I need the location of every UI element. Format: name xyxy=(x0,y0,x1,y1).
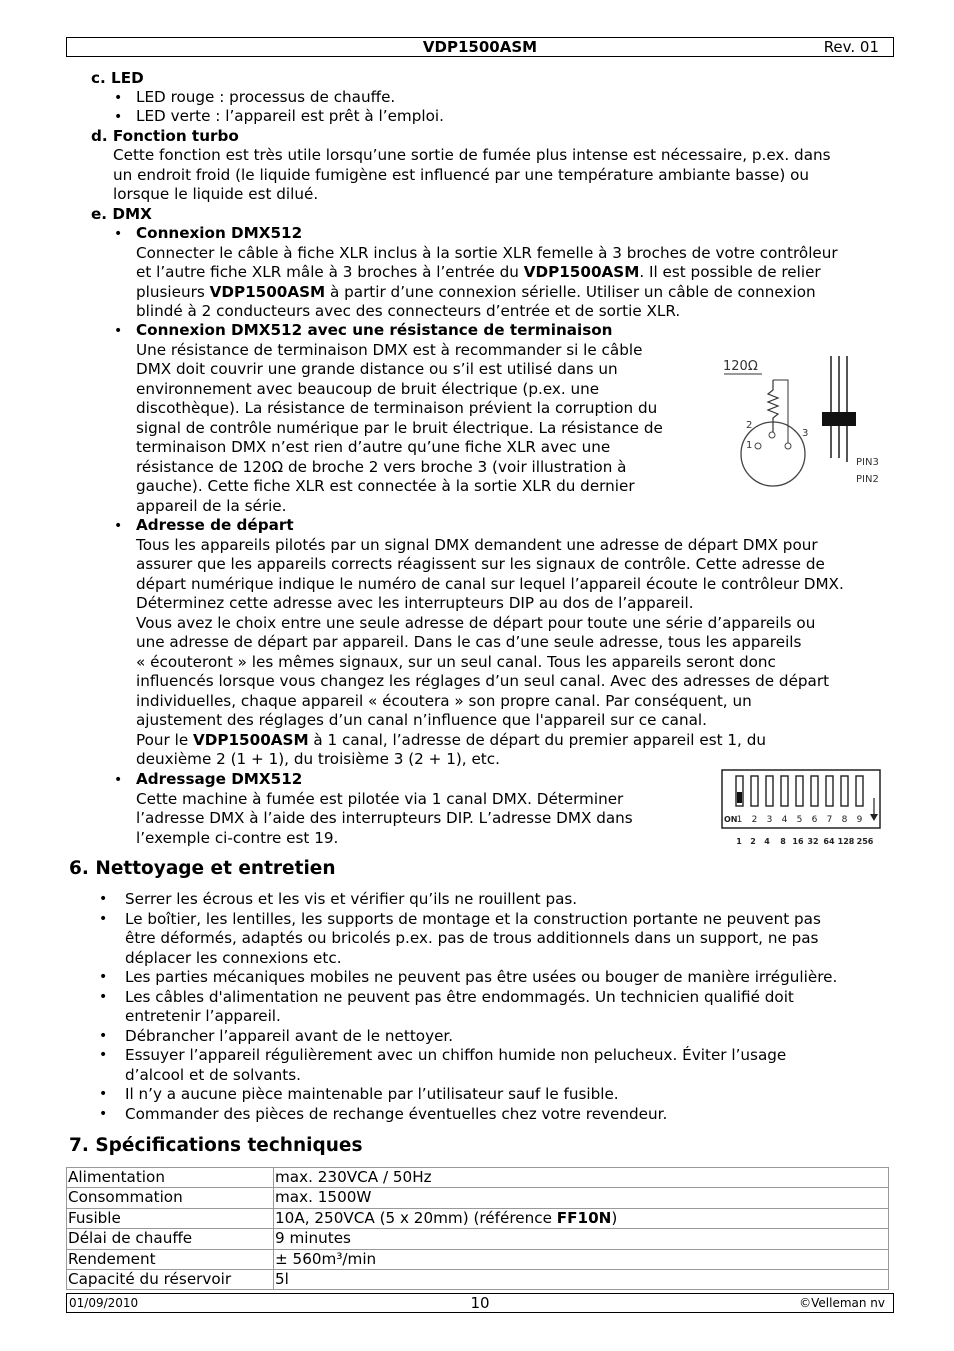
dip-number: 1 xyxy=(736,815,743,825)
svg-text:3: 3 xyxy=(802,428,809,439)
text-line: terminaison DMX n’est rien d’autre qu’une fiche XLR avec une xyxy=(136,438,611,456)
connexion-title: Connexion DMX512 xyxy=(136,224,303,242)
dip-title: Adressage DMX512 xyxy=(136,770,303,788)
text-line: départ numérique indique le numéro de canal sur lequel l’appareil écoute le contrôleur DMX. xyxy=(136,574,844,593)
dip-number: 6 xyxy=(811,815,818,825)
dip-value: 64 xyxy=(823,837,835,846)
led-item: LED verte : l’appareil est prêt à l’emploi. xyxy=(136,107,444,125)
bullet-icon: • xyxy=(114,772,123,788)
text-line: l’exemple ci-contre est 19. xyxy=(136,828,339,847)
footer-copyright: ©Velleman nv xyxy=(799,1296,885,1310)
text-line: plusieurs VDP1500ASM à partir d’une connexion sérielle. Utiliser un câble de connexion xyxy=(136,282,816,301)
dip-number: 2 xyxy=(751,815,758,825)
text-line: Cette machine à fumée est pilotée via 1 canal DMX. Déterminer xyxy=(136,789,624,808)
table-row: Capacité du réservoir 5l xyxy=(67,1269,889,1289)
specs-heading: 7. Spécifications techniques xyxy=(69,1135,363,1156)
page-footer xyxy=(66,1293,894,1313)
text-line: l’adresse DMX à l’aide des interrupteurs DIP. L’adresse DMX dans xyxy=(136,809,633,827)
list-item: • Serrer les écrous et les vis et vérifier qu’ils ne rouillent pas. xyxy=(99,890,578,908)
dip-section xyxy=(136,770,633,848)
fuse-reference: FF10N xyxy=(556,1208,612,1227)
dip-number: 5 xyxy=(796,815,803,825)
dip-knob-5 xyxy=(797,779,802,790)
dip-number: 7 xyxy=(826,815,833,825)
xlr-termination-figure xyxy=(716,350,892,490)
footer-date: 01/09/2010 xyxy=(69,1296,139,1310)
bullet-icon: • xyxy=(99,910,108,927)
cleaning-heading: 6. Nettoyage et entretien xyxy=(69,858,336,879)
cable-shield-icon xyxy=(822,412,856,426)
text-line: « écouteront » les mêmes signaux, sur un seul canal. Tous les appareils seront donc xyxy=(136,652,776,671)
text-line: deuxième 2 (1 + 1), du troisième 3 (2 + 1), etc. xyxy=(136,750,500,768)
text-line: Tous les appareils pilotés par un signal DMX demandent une adresse de départ DMX pour xyxy=(136,535,818,554)
turbo-text xyxy=(113,146,831,205)
model-name: VDP1500ASM xyxy=(209,282,326,301)
dip-knob-7 xyxy=(827,779,832,790)
text-line: environnement avec beaucoup de bruit électrique (p.ex. une xyxy=(136,379,600,398)
svg-text:PIN2: PIN2 xyxy=(856,474,879,485)
dip-number: 8 xyxy=(841,815,848,825)
dip-value: 1 xyxy=(736,837,742,846)
list-item: • Les parties mécaniques mobiles ne peuvent pas être usées ou bouger de manière irrégulière. xyxy=(99,968,838,986)
text-line: une adresse de départ par appareil. Dans le cas d’une seule adresse, tous les appareils xyxy=(136,633,802,651)
dip-value: 4 xyxy=(764,837,770,846)
termination-section xyxy=(136,321,663,516)
dip-knob-9 xyxy=(857,779,862,790)
text-line: individuelles, chaque appareil « écoutera » son propre canal. Par conséquent, un xyxy=(136,691,752,710)
bullet-icon: • xyxy=(99,1086,108,1102)
svg-text:PIN3: PIN3 xyxy=(856,457,879,468)
page-header xyxy=(66,37,894,57)
resistor-label: 120Ω xyxy=(723,359,758,374)
text-line: Une résistance de terminaison DMX est à recommander si le câble xyxy=(136,340,643,359)
text-line: signal de contrôle numérique par le bruit électrique. La résistance de xyxy=(136,418,663,437)
dip-knob-6 xyxy=(812,779,817,790)
termination-title: Connexion DMX512 avec une résistance de terminaison xyxy=(136,321,613,339)
resistor-icon xyxy=(768,380,778,432)
dip-knob-3 xyxy=(767,779,772,790)
list-item: • Débrancher l’appareil avant de le nettoyer. xyxy=(99,1026,454,1045)
text-line: et l’autre fiche XLR mâle à 3 broches à l’entrée du VDP1500ASM. Il est possible de relier xyxy=(136,263,821,281)
text-line: lorsque le liquide est dilué. xyxy=(113,185,319,203)
dip-knob-8 xyxy=(842,779,847,790)
dip-knob-2 xyxy=(752,779,757,790)
text-line: blindé à 2 conducteurs avec des connecteurs d’entrée et de sortie XLR. xyxy=(136,302,681,320)
dmx-heading: e. DMX xyxy=(91,205,152,223)
address-title: Adresse de départ xyxy=(136,516,294,534)
text-line: assurer que les appareils corrects réagissent sur les signaux de contrôle. Cette adresse de xyxy=(136,555,825,573)
address-section xyxy=(136,516,844,770)
list-item: • Le boîtier, les lentilles, les supports de montage et la construction portante ne peuvent pas être déformés, adaptés ou bricolés p.ex. pas de trous additionnels dans un support, ne pas déplacer les connexions etc. xyxy=(99,909,821,967)
list-item: • Commander des pièces de rechange éventuelles chez votre revendeur. xyxy=(99,1104,668,1123)
bullet-icon: • xyxy=(99,1047,108,1063)
dip-value: 128 xyxy=(837,837,855,846)
connexion-section xyxy=(136,224,838,322)
svg-text:ON: ON xyxy=(724,815,738,824)
svg-text:2: 2 xyxy=(746,420,753,431)
turbo-heading: d. Fonction turbo xyxy=(91,127,239,145)
table-row: Délai de chauffe 9 minutes xyxy=(67,1229,889,1249)
text-line: Pour le VDP1500ASM à 1 canal, l’adresse de départ du premier appareil est 1, du xyxy=(136,730,766,749)
text-line: gauche). Cette fiche XLR est connectée à la sortie XLR du dernier xyxy=(136,477,635,495)
bullet-icon: • xyxy=(114,518,123,534)
bullet-icon: • xyxy=(114,109,123,125)
text-line: Vous avez le choix entre une seule adresse de départ pour toute une série d’appareils ou xyxy=(136,613,816,632)
dip-value: 2 xyxy=(750,837,756,846)
text-line: Connecter le câble à fiche XLR inclus à la sortie XLR femelle à 3 broches de votre contrôleur xyxy=(136,243,838,262)
led-heading: c. LED xyxy=(91,69,144,87)
bullet-icon: • xyxy=(99,1105,108,1122)
text-line: ajustement des réglages d’un canal n’influence que l'appareil sur ce canal. xyxy=(136,711,707,729)
model-name: VDP1500ASM xyxy=(523,263,640,281)
dip-knob-4 xyxy=(782,779,787,790)
bullet-icon: • xyxy=(99,891,108,907)
text-line: DMX doit couvrir une grande distance ou s’il est utilisé dans un xyxy=(136,360,618,378)
svg-text:1: 1 xyxy=(746,440,753,451)
bullet-icon: • xyxy=(114,323,123,339)
text-line: discothèque). La résistance de terminaison prévient la corruption du xyxy=(136,399,658,417)
page-number: 10 xyxy=(470,1294,490,1312)
text-line: résistance de 120Ω de broche 2 vers broche 3 (voir illustration à xyxy=(136,457,627,476)
table-row: Alimentation max. 230VCA / 50Hz xyxy=(67,1168,889,1188)
revision: Rev. 01 xyxy=(823,38,879,56)
cleaning-list xyxy=(96,890,896,1124)
dip-value: 16 xyxy=(792,837,804,846)
text-line: appareil de la série. xyxy=(136,496,287,515)
text-line: influencés lorsque vous changez les réglages d’un seul canal. Avec des adresses de départ xyxy=(136,672,830,690)
text-line: Cette fonction est très utile lorsqu’une sortie de fumée plus intense est nécessaire, p.ex. dans xyxy=(113,146,831,164)
document-title: VDP1500ASM xyxy=(422,38,538,56)
dip-knob-1 xyxy=(737,792,742,803)
dip-number: 4 xyxy=(781,815,788,825)
table-row: Rendement ± 560m³/min xyxy=(67,1249,889,1269)
list-item: • Il n’y a aucune pièce maintenable par l’utilisateur sauf le fusible. xyxy=(99,1085,619,1103)
text-line: Déterminez cette adresse avec les interrupteurs DIP au dos de l’appareil. xyxy=(136,594,694,612)
dip-value: 8 xyxy=(780,837,786,846)
dip-switch-figure xyxy=(720,768,884,850)
bullet-icon: • xyxy=(114,226,123,242)
dip-value: 32 xyxy=(807,837,819,846)
list-item: • Essuyer l’appareil régulièrement avec un chiffon humide non pelucheux. Éviter l’usage d’alcool et de solvants. xyxy=(99,1046,787,1084)
dip-number: 9 xyxy=(856,815,863,825)
bullet-icon: • xyxy=(99,1027,108,1044)
model-name: VDP1500ASM xyxy=(193,730,309,749)
specs-table xyxy=(66,1167,889,1290)
bullet-icon: • xyxy=(114,90,123,106)
table-row: Consommation max. 1500W xyxy=(67,1188,889,1208)
bullet-icon: • xyxy=(99,988,108,1005)
list-item: • Les câbles d'alimentation ne peuvent pas être endommagés. Un technicien qualifié doit entretenir l’appareil. xyxy=(99,987,794,1025)
dip-number: 3 xyxy=(766,815,773,825)
dip-value: 256 xyxy=(856,837,874,846)
led-item: LED rouge : processus de chauffe. xyxy=(136,88,396,106)
text-line: un endroit froid (le liquide fumigène est influencé par une température ambiante basse) ou xyxy=(113,165,810,184)
table-row: Fusible 10A, 250VCA (5 x 20mm) (référence FF10N) xyxy=(67,1208,889,1228)
bullet-icon: • xyxy=(99,969,108,985)
